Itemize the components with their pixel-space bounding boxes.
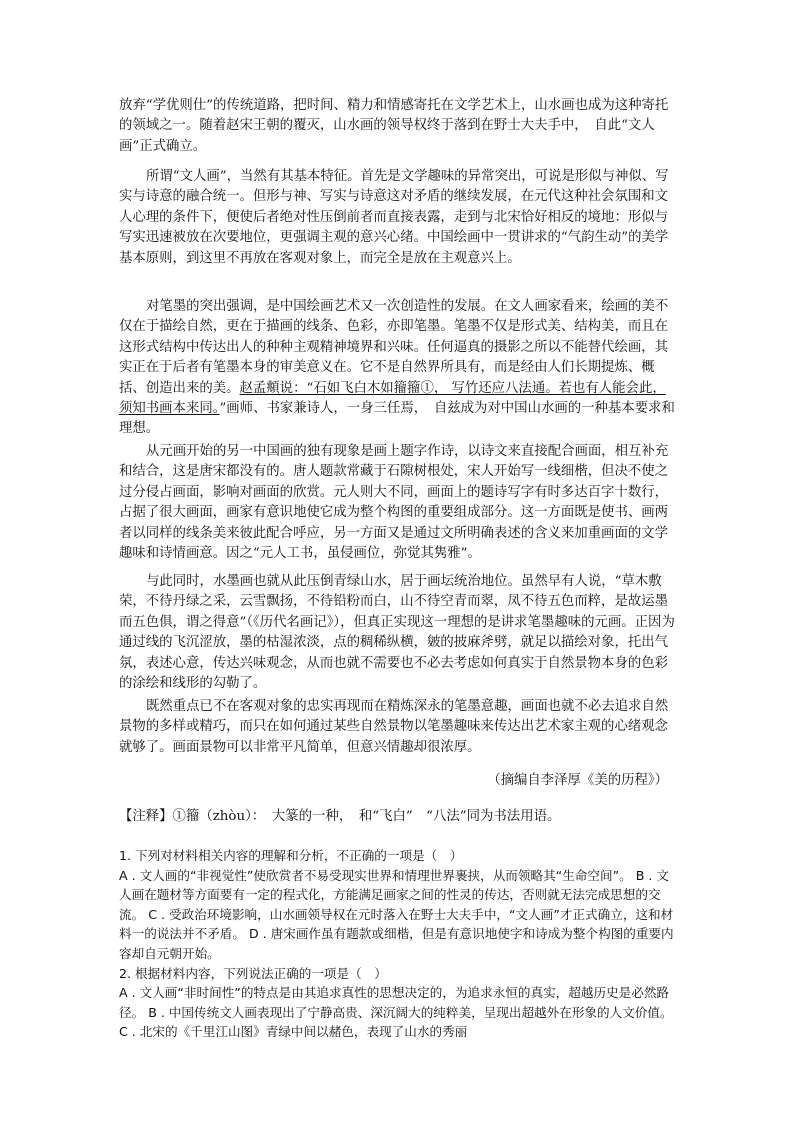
paragraph-3 [119, 297, 675, 440]
source-citation: （摘编自李泽厚《美的历程》） [487, 773, 668, 788]
question-2-options: A . 文人画“非时间性”的特点是由其追求真性的思想决定的，为追求永恒的真实，超越历史是必然路径。 B . 中国传统文人画表现出了宁静高贵、深沉阔大的纯粹美，呈现出超越外在形象的人文价值。 C . 北宋的《千里江山图》青绿中间以赭色，表现了山水的秀丽 [119, 985, 673, 1040]
paragraph-1-text: 放弃“学优则仕”的传统道路，把时间、精力和情感寄托在文学艺术上，山水画也成为这种寄托的领域之一。随着赵宋王朝的覆灭，山水画的领导权终于落到在野士大夫手中， 自此“文人画”正式确立。 [119, 98, 669, 154]
paragraph-3-text-before: 对笔墨的突出强调，是中国绘画艺术又一次创造性的发展。在文人画家看来，绘画的美不仅在于描绘自然，更在于描画的线条、色彩，亦即笔墨。笔墨不仅是形式美、结构美，而且在这形式结构中传达出人的种种主观精神境界和兴味。任何逼真的摄影之所以不能替代绘画，其实正在于后者有笔墨本身的审美意义在。它不是自然界所具有，而是经由人们长期提炼、概括、创造出来的美。 [119, 299, 669, 396]
question-1-options: A . 文人画的“非视觉性”使欣赏者不易受现实世界和情理世界裹挟，从而领略其“生命空间”。 B . 文人画在题材等方面要有一定的程式化，方能满足画家之间的性灵的传达，否则就无法完成思想的交流。 C . 受政治环境影响，山水画领导权在元时落入在野士大夫手中，“文人画”才正式确立，这和材料一的说法并不矛盾。 D . 唐宋画作虽有题款或细楷，但是有意识地使字和诗成为整个构图的重要内容却自元朝开始。 [119, 867, 674, 961]
question-1-stem: 1. 下列对材料相关内容的理解和分析，不正确的一项是（ ） [119, 848, 463, 863]
zhao-mengfu-quote: 赵孟頫说：“石如飞白木如籀籀①， 写竹还应八法通。若也有人能会此，须知书画本来同。 [119, 380, 666, 417]
paragraph-5 [119, 572, 675, 694]
paragraph-2 [119, 167, 675, 269]
paragraph-6 [119, 697, 675, 758]
paragraph-3-text-after: ”画师、书家兼诗人，一身三任焉， 自兹成为对中国山水画的一种基本要求和理想。 [119, 401, 675, 437]
paragraph-1 [119, 96, 675, 157]
paragraph-4-text: 从元画开始的另一中国画的独有现象是画上题字作诗，以诗文来直接配合画面，相互补充和结合，这是唐宋都没有的。唐人题款常藏于石隙树根处，宋人开始写一线细楷，但决不使之过分侵占画面，影响对画面的欣赏。元人则大不同，画面上的题诗写字有时多达百字十数行，占据了很大画面，画家有意识地使它成为整个构图的重要组成部分。这一方面既是使书、画两者以同样的线条美来彼此配合呼应，另一方面又是通过文所明确表述的含义来加重画面的文学趣味和诗情画意。因之“元人工书，虽侵画位，弥觉其隽雅”。 [119, 444, 669, 562]
paragraph-2-text: 所谓“文人画”，当然有其基本特征。首先是文学趣味的异常突出，可说是形似与神似、写实与诗意的融合统一。但形与神、写实与诗意这对矛盾的继续发展，在元代这种社会氛围和文人心理的条件下，便使后者绝对性压倒前者而直接表露，走到与北宋恰好相反的境地：形似与写实迅速被放在次要地位，更强调主观的意兴心绪。中国绘画中一贯讲求的“气韵生动”的美学基本原则，到这里不再放在客观对象上，而完全是放在主观意兴上。 [119, 169, 669, 266]
annotation-note: 【注释】①籀（zhòu）： 大篆的一种， 和“飞白” “八法”同为书法用语。 [119, 809, 561, 824]
paragraph-4 [119, 442, 675, 564]
paragraph-3-text [119, 297, 675, 440]
paragraph-5-text: 与此同时，水墨画也就从此压倒青绿山水，居于画坛统治地位。虽然早有人说，“草木敷荣，不待丹绿之采，云雪飘扬，不待铅粉而白，山不待空青而翠，凤不待五色而粹，是故运墨而五色俱，谓之得意”（《历代名画记》），但真正实现这一理想的是讲求笔墨趣味的元画。正因为通过线的飞沉涩放，墨的枯湿浓淡，点的稠稀纵横，皴的披麻斧劈，就足以描绘对象，托出气氛，表述心意，传达兴味观念，从而也就不需要也不必去考虑如何真实于自然景物本身的色彩的涂绘和线形的勾勒了。 [119, 574, 675, 692]
question-2-stem: 2. 根据材料内容，下列说法正确的一项是（ ） [119, 965, 387, 981]
paragraph-6-text: 既然重点已不在客观对象的忠实再现而在精炼深永的笔墨意趣，画面也就不必去追求自然景物的多样或精巧，而只在如何通过某些自然景物以笔墨趣味来传达出艺术家主观的心绪观念就够了。画面景物可以非常平凡简单，但意兴情趣却很浓厚。 [119, 699, 669, 755]
questions-section [119, 846, 675, 1042]
